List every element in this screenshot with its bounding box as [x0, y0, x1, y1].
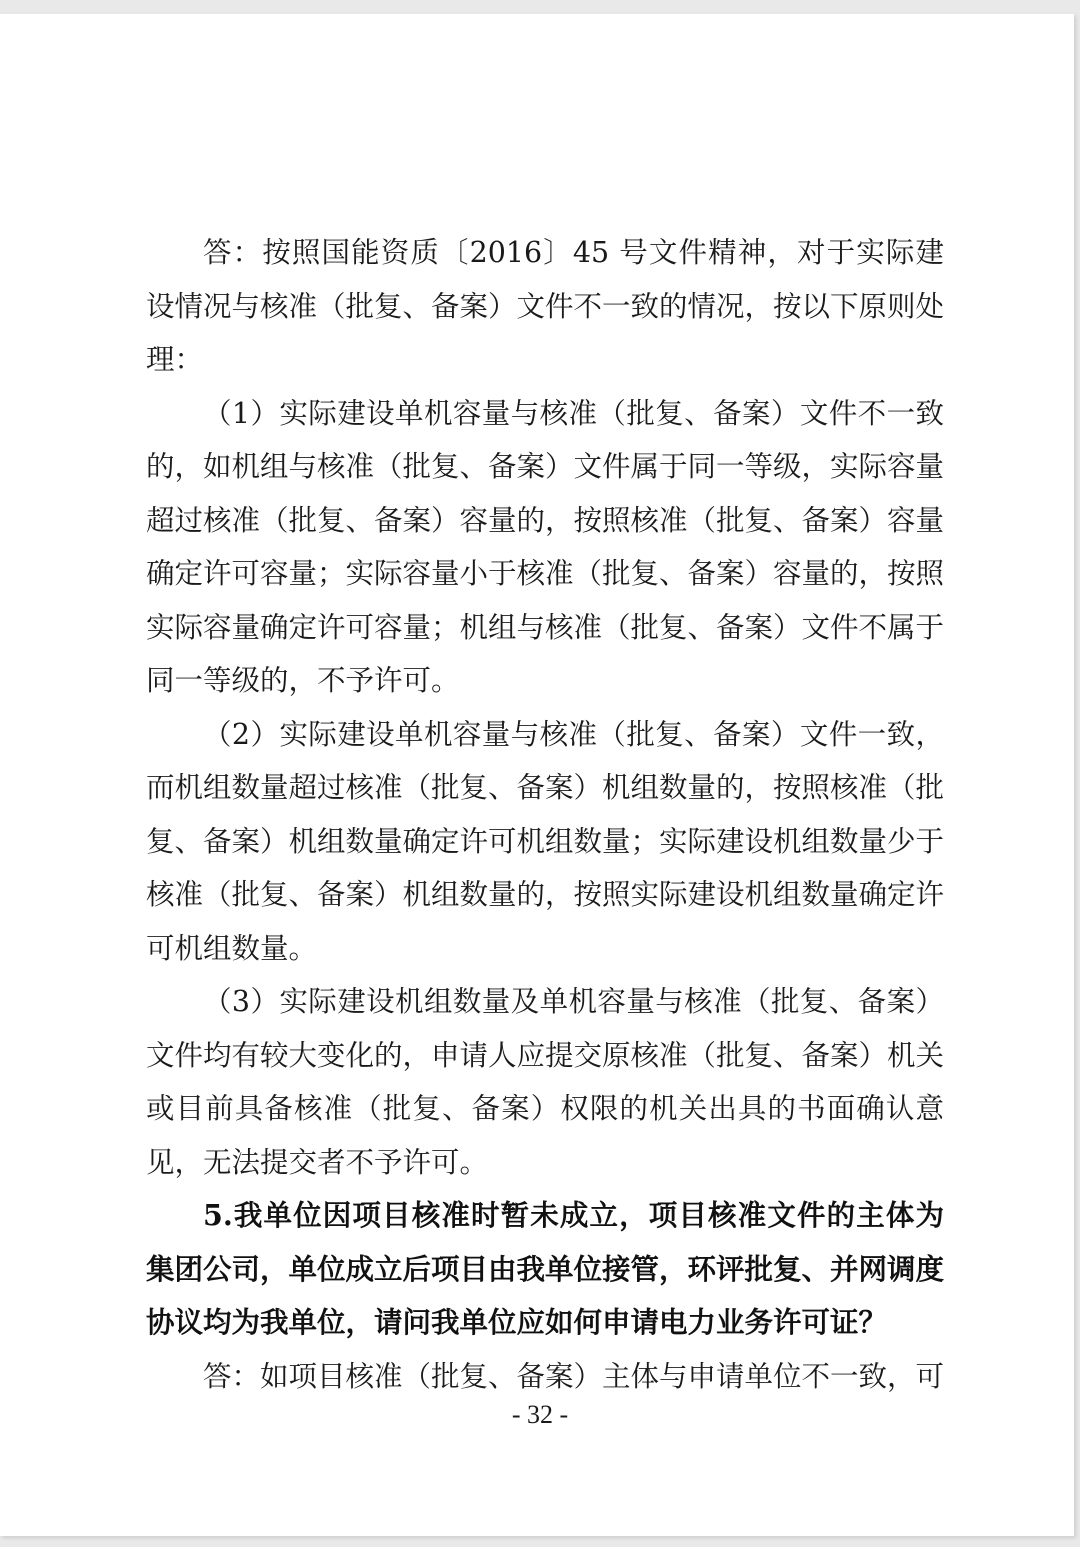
- answer-paragraph: 答：按照国能资质〔2016〕45 号文件精神，对于实际建设情况与核准（批复、备案）文件不一致的情况，按以下原则处理：: [146, 236, 945, 376]
- answer-paragraph: 答：如项目核准（批复、备案）主体与申请单位不一致，可: [203, 1359, 945, 1393]
- page-number: - 32 -: [511, 1400, 569, 1429]
- principle-item-1: （1）实际建设单机容量与核准（批复、备案）文件不一致的，如机组与核准（批复、备案）文件属于同一等级，实际容量超过核准（批复、备案）容量的，按照核准（批复、备案）容量确定许可容量；实际容量小于核准（批复、备案）容量的，按照实际容量确定许可容量；机组与核准（批复、备案）文件不属于同一等级的，不予许可。: [146, 396, 945, 697]
- document-body: [146, 226, 944, 1403]
- principle-item-2: （2）实际建设单机容量与核准（批复、备案）文件一致，而机组数量超过核准（批复、备案）机组数量的，按照核准（批复、备案）机组数量确定许可机组数量；实际建设机组数量少于核准（批复、备案）机组数量的，按照实际建设机组数量确定许可机组数量。: [146, 717, 945, 965]
- principle-item-3: （3）实际建设机组数量及单机容量与核准（批复、备案）文件均有较大变化的，申请人应提交原核准（批复、备案）机关或目前具备核准（批复、备案）权限的机关出具的书面确认意见，无法提交者不予许可。: [146, 985, 945, 1179]
- question-5: 5.我单位因项目核准时暂未成立，项目核准文件的主体为集团公司，单位成立后项目由我单位接管，环评批复、并网调度协议均为我单位，请问我单位应如何申请电力业务许可证？: [146, 1198, 945, 1339]
- document-page: [0, 14, 1074, 1536]
